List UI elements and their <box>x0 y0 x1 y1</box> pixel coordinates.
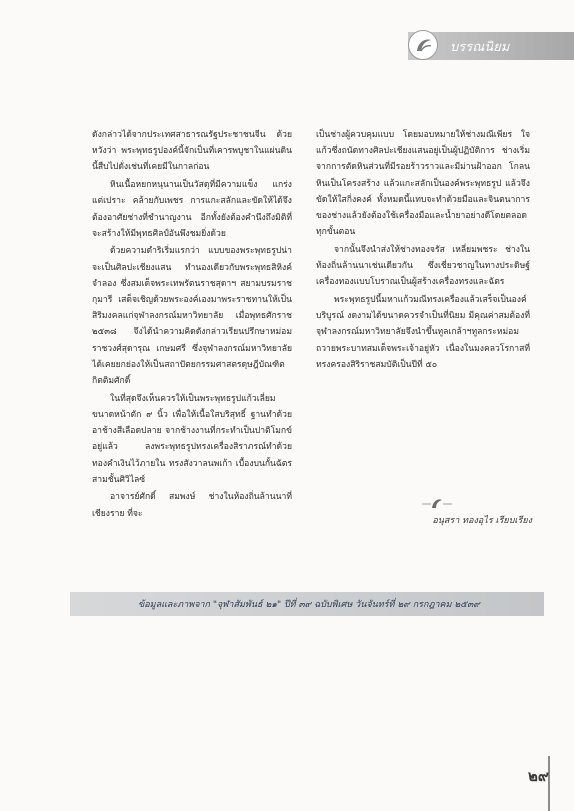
swirl-emblem-icon <box>414 35 434 55</box>
paragraph: ด้วยความดำริเริ่มแรกว่า แบบของพระพุทธรูปน่าจะเป็นศิลปะเชียงแสน ทำนองเดียวกับพระพุทธสิหิงค์จำลอง ซึ่งสมเด็จพระเทพรัตนราชสุดาฯ สยามบรมราชกุมารี เสด็จเชิญด้วยพระองค์เองมาพระราชทานให้เป็นสิริมงคลแก่จุฬาลงกรณ์มหาวิทยาลัย เมื่อพุทธศักราช ๒๕๓๘ จึงได้นำความคิดดังกล่าวเรียนปรึกษาหม่อมราชวงศ์สุดารุณ เกษมศรี ซึ่งจุฬาลงกรณ์มหาวิทยาลัยได้เคยยกย่องให้เป็นสถาปัตยกรรมศาสตรดุษฎีบัณฑิตกิตติมศักดิ์ <box>92 246 292 387</box>
ornamental-swirl-icon <box>422 495 452 511</box>
section-title: บรรณนิยม <box>450 40 510 55</box>
paragraph: ดังกล่าวได้จากประเทศสาธารณรัฐประชาชนจีน ด้วยหวังว่า พระพุทธรูปองค์นี้จักเป็นที่เคารพบูชาในแผ่นดินนี้สืบไปดั่งเช่นที่เคยมีในกาลก่อน <box>92 130 292 173</box>
paragraph: จากนั้นจึงนำส่งให้ช่างทองจรัส เหลี่ยมพชระ ช่างในท้องถิ่นล้านนาเช่นเดียวกัน ซึ่งเชี่ยวชาญในทางประดิษฐ์เครื่องทองแบบโบราณเป็นผู้สร้างเครื่องทรงและฉัตร <box>316 244 530 288</box>
paragraph: เป็นช่างผู้ควบคุมแบบ โดยมอบหมายให้ช่างมณีเพียร ใจแก้วซึ่งถนัดทางศิลปะเชียงแสนอยู่เป็นผู้ปฏิบัติการ ช่างเริ่มจากการตัดหินส่วนที่มีรอยร้าวราวและมีม่านฝ้าออก โกลนหินเป็นโครงสร้าง แล้วแกะสลักเป็นองค์พระพุทธรูป แล้วจึงขัดให้ใสกิ่งคงค์ ทั้งหมดนี้แทบจะทำด้วยมือและจินตนาการของช่างแล้วยังต้องใช้เครื่องมือและน้ำยาอย่างดีโดยตลอดทุกขั้นตอน <box>316 130 530 238</box>
left-column <box>92 127 292 523</box>
author-credit: อนุสรา ทองอุไร เรียบเรียง <box>432 516 532 526</box>
paragraph: อาจารย์ศักดิ์ สมพงษ์ ช่างในห้องถิ่นล้านนาที่เชียงราย ที่จะ <box>92 492 292 519</box>
paragraph: พระพุทธรูปนี้มหาแก้วมณีทรงเครื่องแล้วเสร็จเป็นองค์บริบูรณ์ งดงามได้ขนาดควรจำเป็นที่นิยม มีคุณค่าสมต้องที่จุฬาลงกรณ์มหาวิทยาลัยจึงนำขึ้นทูลเกล้าฯทูลกระหม่อมถวายพระบาทสมเด็จพระเจ้าอยู่หัว เนื่องในมงคลวโรกาสที่ทรงครองสิริราชสมบัติเป็นปีที่ ๕๐ <box>316 295 530 370</box>
right-column <box>316 127 530 375</box>
paragraph: หินเนื้อหยกหนุนานเป็นวัสดุที่มีความแข็ง แกร่ง แต่เปราะ คล้ายกับเพชร การแกะสลักและขัดให้ได้จึงต้องอาศัยช่างที่ชำนาญงาน อีกทั้งยังต้องคำนึงถึงมิติที่จะสร้างให้มีพุทธศิลป์อันพึงชมยิ่งด้วย <box>92 180 292 239</box>
source-note: ข้อมูลและภาพจาก "จุฬาสัมพันธ์ ๒๑" ปีที่ ๓๙ ฉบับพิเศษ วันจันทร์ที่ ๒๙ กรกฎาคม ๒๕๓๙ <box>138 600 480 610</box>
paragraph: ในที่สุดจึงเห็นควรให้เป็นพระพุทธรูปแก้วเลี่ยมขนาดหน้าตัก ๙ นิ้ว เพื่อให้เนื้อใสบริสุทธิ์ ฐานทำด้วยอาช้างสีเลือดปลาย จากช้างงานที่กระทำเป็นปาติโมกข์อยู่แล้ว ลงพระพุทธรูปทรงเครื่องสิราภรณ์ทำด้วยทองคำเงินไว้ภายใน ทรงสังวาลนพเก้า เบื้องบนกั้นฉัตรสามชั้นศิวิไลซ์ <box>92 393 292 485</box>
header-emblem <box>408 30 438 60</box>
page-number: ๒๙ <box>528 767 549 785</box>
